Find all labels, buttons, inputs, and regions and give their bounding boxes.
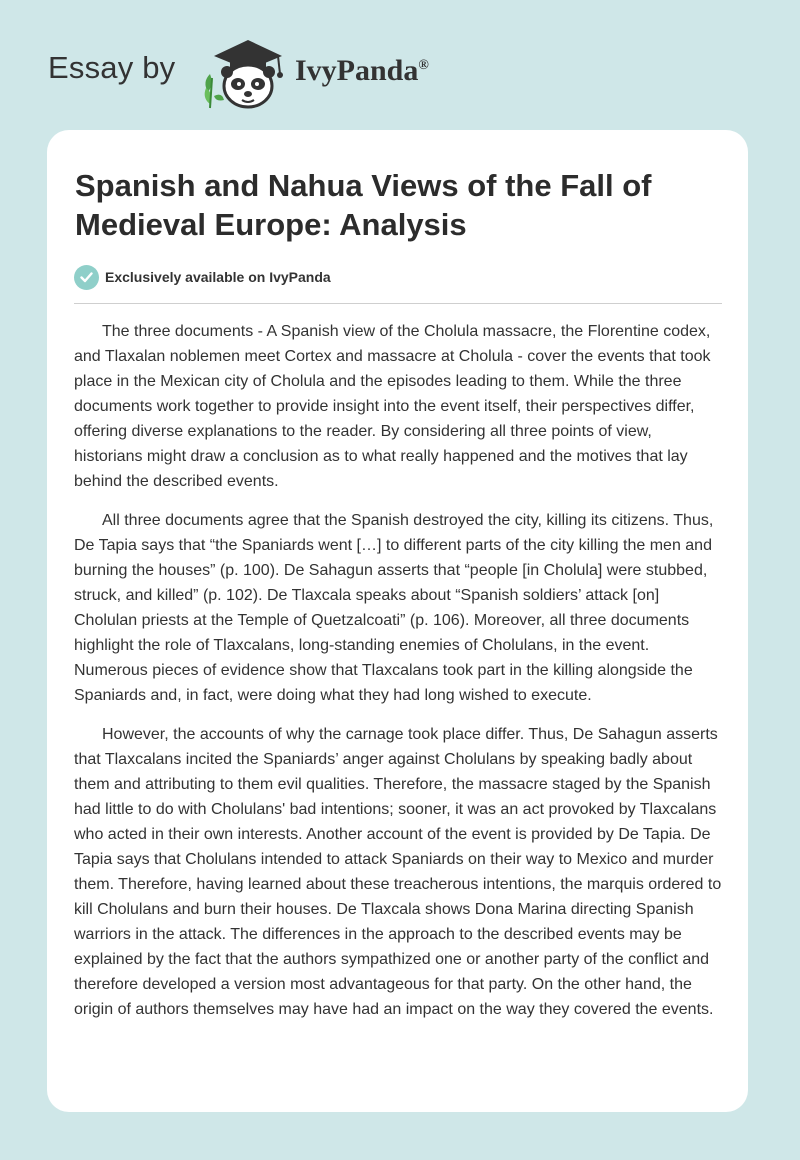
site-header [48, 34, 468, 114]
badge-label: Exclusively available on IvyPanda [105, 269, 331, 285]
panda-graduate-logo-icon[interactable] [200, 34, 292, 110]
registered-mark: ® [418, 58, 429, 73]
divider [74, 303, 722, 304]
paragraph: All three documents agree that the Spanish destroyed the city, killing its citizens. Thus, De Tapia says that “the Spaniards went […] to different parts of the city killing the men and burning the houses” (p. 100). De Sahagun asserts that “people [in Cholula] were stubbed, struck, and killed” (p. 102). De Tlaxcala speaks about “Spanish soldiers’ attack [on] Cholulan priests at the Temple of Quetzalcoati” (p. 106). Moreover, all three documents highlight the role of Tlaxcalans, long-standing enemies of Cholulans, in the event. Numerous pieces of evidence show that Tlaxcalans took part in the killing alongside the Spaniards and, in fact, were doing what they had long wished to execute. [74, 512, 714, 704]
brand-name: IvyPanda® [295, 54, 429, 87]
essay-body [74, 319, 724, 1036]
essay-card [47, 130, 748, 1112]
paragraph: The three documents - A Spanish view of the Cholula massacre, the Florentine codex, and Tlaxalan noblemen meet Cortex and massacre at Cholula - cover the events that took place in the Mexican city of Cholula and the episodes leading to them. While the three documents work together to provide insight into the event itself, their perspectives differ, offering diverse explanations to the reader. By considering all three points of view, historians might draw a conclusion as to what really happened and the motives that lay behind the described events. [74, 323, 711, 490]
check-circle-icon [74, 265, 99, 290]
paragraph: However, the accounts of why the carnage took place differ. Thus, De Sahagun asserts that Tlaxcalans incited the Spaniards’ anger against Cholulans by speaking badly about them and attributing to them evil qualities. Therefore, the massacre staged by the Spanish had little to do with Cholulans' bad intentions; sooner, it was an act provoked by Tlaxcalans who acted in their own interests. Another account of the event is provided by De Tapia. De Tapia says that Cholulans intended to attack Spaniards on their way to Mexico and murder them. Therefore, having learned about these treacherous intentions, the marquis ordered to kill Cholulans and burn their houses. De Tlaxcala shows Dona Marina directing Spanish warriors in the attack. The differences in the approach to the described events may be explained by the fact that the authors sympathized one or another party of the conflict and therefore developed a version most advantageous for that party. On the other hand, the origin of authors themselves may have had an impact on the way they covered the events. [74, 726, 722, 1018]
exclusive-badge [74, 264, 331, 290]
brand-prefix: Essay by [48, 50, 176, 85]
page-title: Spanish and Nahua Views of the Fall of Medieval Europe: Analysis [75, 168, 652, 242]
